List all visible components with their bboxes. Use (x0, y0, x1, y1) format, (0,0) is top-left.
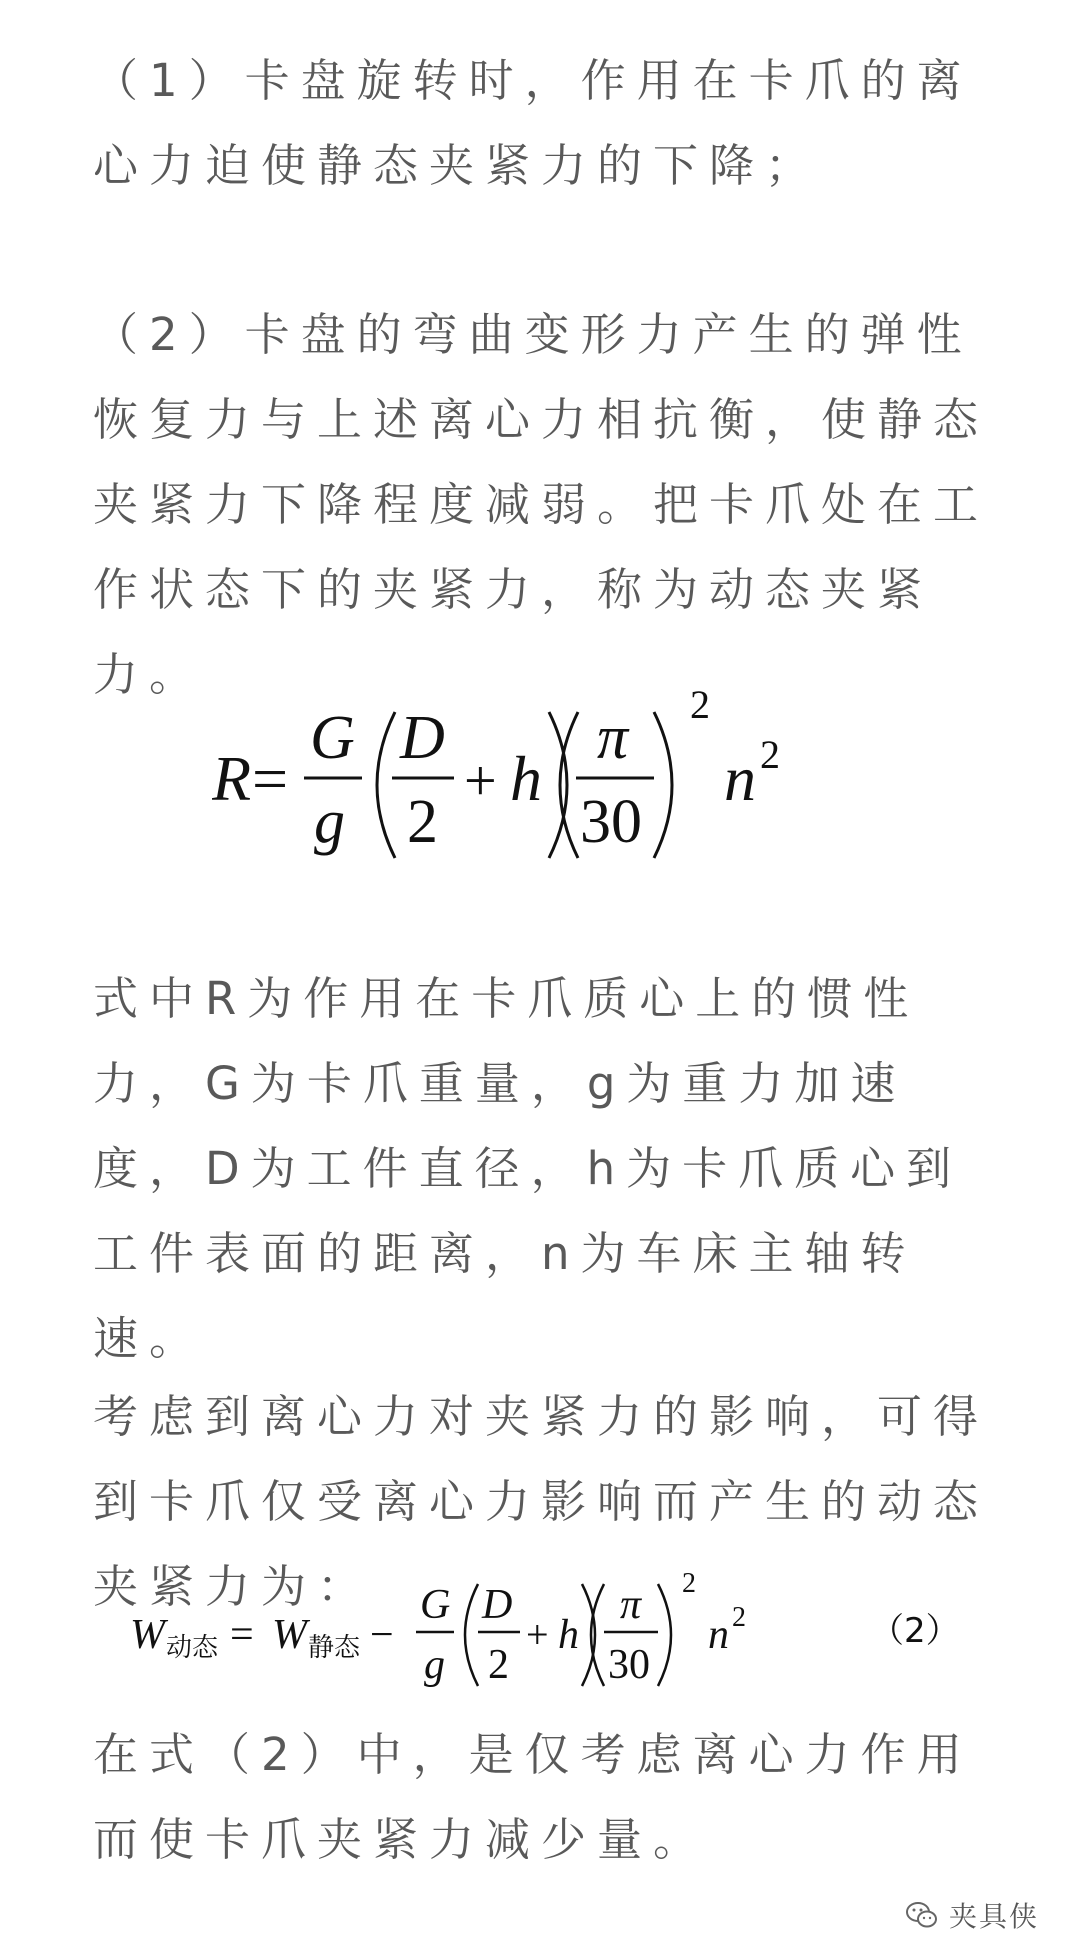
formula2-g: g (424, 1642, 445, 1688)
formula1-square-exponent: 2 (690, 690, 710, 727)
watermark-text: 夹具侠 (949, 1900, 1040, 1933)
formula2-equation-number: （2） (870, 1611, 960, 1651)
formula1-pi: π (597, 704, 629, 772)
formula2-D: D (482, 1582, 513, 1628)
formula-dynamic-clamping-force (130, 1570, 990, 1710)
formula1-h: h (510, 743, 542, 814)
formula1-n: n (724, 743, 756, 814)
formula2-W-static-subscript: 静态 (308, 1633, 361, 1663)
formula2-n: n (708, 1612, 729, 1658)
formula2-right-paren (582, 1584, 595, 1686)
formula1-G: G (310, 704, 355, 772)
formula1-right-paren (654, 712, 672, 858)
formula2-W-static: W (272, 1612, 307, 1658)
paragraph-4: 考虑到离心力对夹紧力的影响，可得到卡爪仅受离心力影响而产生的动态夹紧力为： (93, 1390, 990, 1613)
formula2-left-paren (591, 1584, 604, 1686)
formula1-lhs: R (212, 743, 252, 814)
formula2-n-exponent: 2 (732, 1602, 746, 1633)
paragraph-3: 式中R为作用在卡爪质心上的惯性力，G为卡爪重量，g为重力加速度，D为工件直径，h为卡爪质心到工件表面的距离，n为车床主轴转速。 (93, 972, 963, 1365)
formula2-left-paren (465, 1584, 478, 1686)
wechat-watermark (905, 1895, 1039, 1935)
formula1-left-paren (377, 712, 395, 858)
formula2-square-exponent: 2 (682, 1570, 696, 1599)
formula1-g: g (314, 788, 345, 856)
formula2-minus: − (370, 1612, 394, 1658)
formula1-right-paren (549, 712, 567, 858)
formula1-n-exponent: 2 (760, 732, 780, 777)
paragraph-2: （2）卡盘的弯曲变形力产生的弹性恢复力与上述离心力相抗衡，使静态夹紧力下降程度减弱。把卡爪处在工作状态下的夹紧力，称为动态夹紧力。 (93, 308, 990, 701)
formula2-two: 2 (488, 1642, 509, 1688)
formula1-thirty: 30 (580, 788, 642, 856)
formula1-equals: = (252, 743, 289, 814)
formula-inertia-force (212, 690, 932, 890)
formula2-right-paren (658, 1584, 671, 1686)
formula1-two: 2 (407, 788, 438, 856)
formula1-plus: + (464, 748, 497, 813)
formula2-plus: + (526, 1612, 549, 1657)
formula1-left-paren (560, 712, 578, 858)
formula2-h: h (558, 1612, 579, 1658)
formula2-pi: π (620, 1582, 642, 1628)
formula2-W-dynamic: W (130, 1612, 165, 1658)
formula2-W-dynamic-subscript: 动态 (166, 1633, 219, 1663)
wechat-icon (905, 1900, 939, 1930)
formula1-D: D (400, 704, 445, 772)
formula2-equals: = (230, 1612, 254, 1658)
formula2-G: G (420, 1582, 451, 1628)
formula2-thirty: 30 (608, 1642, 650, 1688)
paragraph-5: 在式（2）中，是仅考虑离心力作用而使卡爪夹紧力减少量。 (93, 1728, 973, 1866)
paragraph-1: （1）卡盘旋转时，作用在卡爪的离心力迫使静态夹紧力的下降； (93, 54, 973, 192)
